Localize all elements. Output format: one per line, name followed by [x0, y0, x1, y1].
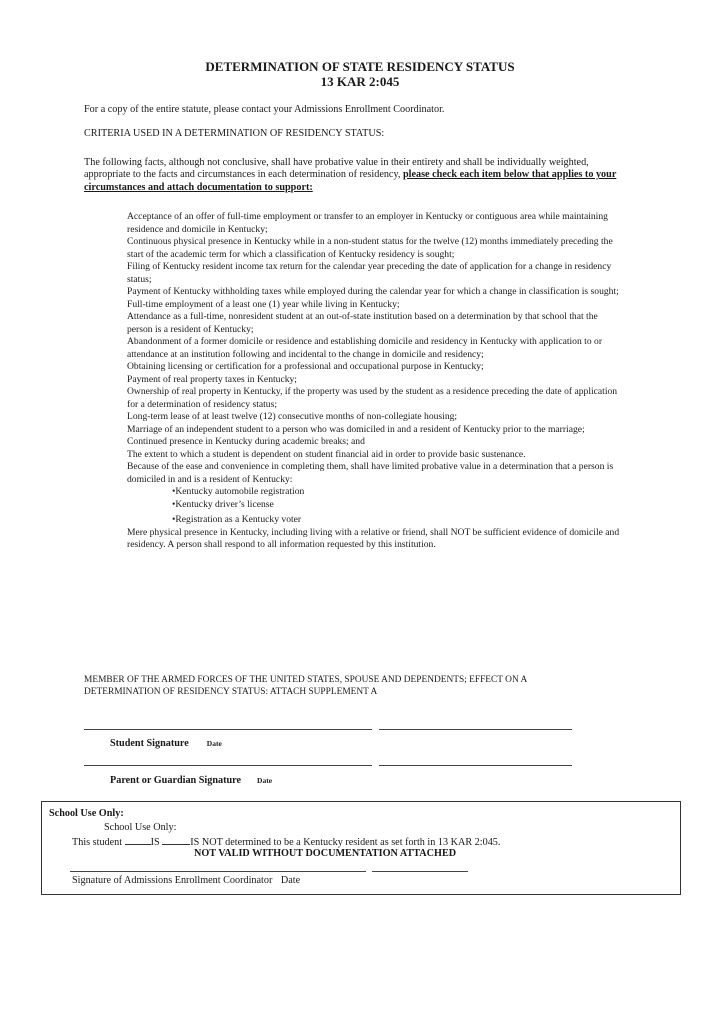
parent-date-label: Date: [257, 776, 273, 785]
criteria-item[interactable]: Full-time employment of a least one (1) year while living in Kentucky;: [127, 298, 400, 310]
mere-presence-note: Mere physical presence in Kentucky, including living with a relative or friend, shall NOT be sufficient evidence of domicile and residency. A person shall respond to all information requested by this institution.: [127, 526, 620, 550]
coordinator-date-label: Date: [280, 875, 301, 886]
student-signature-row: [110, 733, 222, 751]
student-signature-line[interactable]: [84, 729, 372, 730]
student-signature-label: Student Signature: [110, 738, 189, 749]
limited-item-voter-registration[interactable]: •Registration as a Kentucky voter: [172, 514, 302, 525]
criteria-item[interactable]: The extent to which a student is dependent on student financial aid in order to provide basic sustenance.: [127, 448, 526, 460]
criteria-item[interactable]: Filing of Kentucky resident income tax return for the calendar year preceding the date of application for a change in residency status;: [127, 261, 612, 285]
criteria-item[interactable]: Marriage of an independent student to a person who was domiciled in and a resident of Kentucky prior to the marriage;: [127, 423, 585, 435]
parent-signature-row: [110, 770, 272, 788]
coordinator-signature-line[interactable]: [70, 871, 366, 872]
student-date-label: Date: [206, 739, 222, 748]
is-label: IS: [150, 837, 160, 848]
limited-item-drivers-license[interactable]: •Kentucky driver’s license: [172, 498, 274, 510]
criteria-item[interactable]: Abandonment of a former domicile or residence and establishing domicile and residency in Kentucky with application to or attendance at an institution following and incidental to the change in domicile and residency;: [127, 336, 603, 360]
criteria-item[interactable]: Continuous physical presence in Kentucky while in a non-student status for the twelve (12) months immediately preceding the start of the academic term for which a classification of Kentucky residency is sought;: [127, 236, 613, 260]
coordinator-row: [72, 875, 300, 888]
criteria-item[interactable]: Obtaining licensing or certification for a professional and occupational purpose in Kentucky;: [127, 361, 484, 372]
parent-date-line[interactable]: [379, 765, 572, 766]
criteria-item[interactable]: Payment of real property taxes in Kentucky;: [127, 373, 297, 385]
is-not-text: IS NOT determined to be a Kentucky resident as set forth in 13 KAR 2:045.: [190, 837, 501, 848]
parent-signature-line[interactable]: [84, 765, 372, 766]
facts-text: The following facts, although not conclusive, shall have probative value in their entirety and shall be individually weighted, appropriate to the facts and circumstances in each determination of residency,: [84, 157, 589, 181]
copy-note: For a copy of the entire statute, please contact your Admissions Enrollment Coordinator.: [84, 104, 445, 115]
criteria-item[interactable]: Payment of Kentucky withholding taxes while employed during the calendar year for which a change in classification is sought;: [127, 286, 619, 297]
coordinator-signature-label: Signature of Admissions Enrollment Coordinator: [72, 875, 273, 886]
criteria-item[interactable]: Long-term lease of at least twelve (12) consecutive months of non-collegiate housing;: [127, 411, 458, 422]
statute-reference: 13 KAR 2:045: [320, 74, 400, 89]
criteria-item: Because of the ease and convenience in completing them, shall have limited probative value in a determination that a person is domiciled in and is a resident of Kentucky:: [127, 461, 614, 485]
school-use-heading: School Use Only:: [49, 808, 124, 819]
is-not-checkbox-blank[interactable]: [162, 835, 190, 845]
armed-forces-note: MEMBER OF THE ARMED FORCES OF THE UNITED STATES, SPOUSE AND DEPENDENTS; EFFECT ON A DETERMINATION OF RESIDENCY STATUS: ATTACH SUPPLEMENT A: [84, 675, 527, 697]
criteria-list: [127, 211, 622, 552]
school-use-box: [41, 801, 681, 895]
criteria-item[interactable]: Ownership of real property in Kentucky, if the property was used by the student as a residence preceding the date of application for a determination of residency status;: [127, 386, 618, 410]
limited-item-vehicle-registration[interactable]: •Kentucky automobile registration: [172, 486, 305, 497]
parent-signature-label: Parent or Guardian Signature: [110, 775, 242, 786]
criteria-item[interactable]: Continued presence in Kentucky during academic breaks; and: [127, 436, 365, 447]
coordinator-date-line[interactable]: [372, 871, 468, 872]
criteria-item[interactable]: Attendance as a full-time, nonresident student at an out-of-state institution based on a determination by that school that the person is a resident of Kentucky;: [127, 311, 598, 335]
criteria-item[interactable]: Acceptance of an offer of full-time employment or transfer to an employer in Kentucky or contiguous area while maintaining residence and domicile in Kentucky;: [127, 211, 608, 235]
school-use-subheading: School Use Only:: [104, 822, 177, 833]
document-title: DETERMINATION OF STATE RESIDENCY STATUS: [205, 59, 515, 74]
this-student-label: This student: [72, 837, 123, 848]
not-valid-notice: NOT VALID WITHOUT DOCUMENTATION ATTACHED: [194, 848, 457, 859]
criteria-heading: CRITERIA USED IN A DETERMINATION OF RESIDENCY STATUS:: [84, 128, 385, 139]
student-date-line[interactable]: [379, 729, 572, 730]
is-checkbox-blank[interactable]: [125, 835, 151, 845]
facts-paragraph: [84, 157, 629, 194]
facts-instruction: please check each item below that applies to your circumstances and attach documentation to support:: [84, 169, 617, 193]
